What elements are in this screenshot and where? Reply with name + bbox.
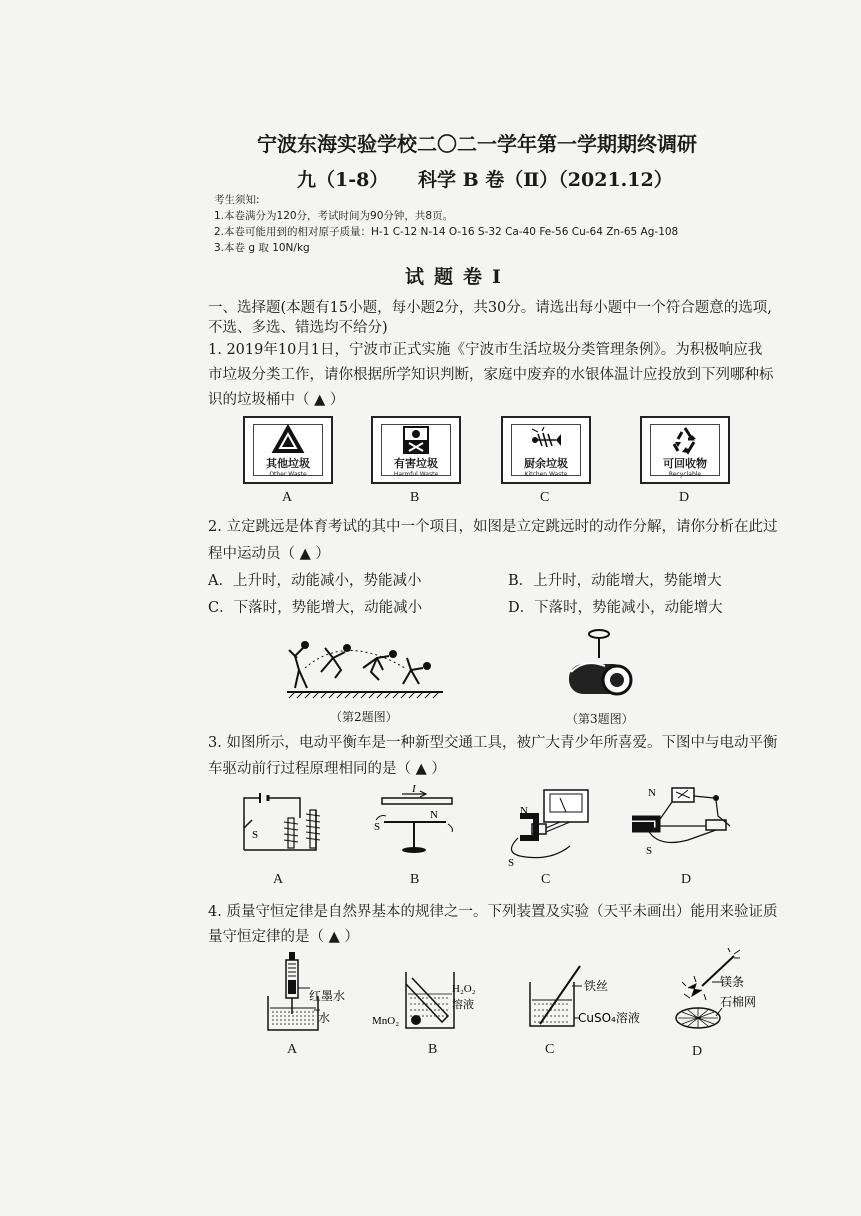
part-one-line: 一、选择题(本题有15小题，每小题2分，共30分。请选出每小题中一个符合题意的选项,: [208, 300, 772, 316]
option-letter: C: [545, 1042, 555, 1057]
option-letter: D: [692, 1044, 703, 1059]
fishbone-icon: [530, 426, 562, 454]
label-red-ink: 红墨水: [309, 989, 346, 1003]
option-letter: A: [273, 872, 284, 887]
option-letter: D: [679, 490, 690, 505]
exam-title: 宁波东海实验学校二〇二一学年第一学期期终调研: [257, 132, 697, 156]
bin-label: 其他垃圾: [266, 457, 310, 470]
pole-label-n: N: [648, 787, 656, 799]
label-cuso4: CuSO₄溶液: [578, 1011, 640, 1025]
label-water: 水: [318, 1011, 331, 1025]
q1-stem: 识的垃圾桶中（ ▲ ）: [208, 392, 345, 408]
q2-option-c: C．下落时，势能增大，动能减小: [208, 600, 423, 616]
label-solution: 溶液: [452, 998, 474, 1011]
label-iron-wire: 铁丝: [584, 979, 609, 993]
q1-stem: 1. 2019年10月1日，宁波市正式实施《宁波市生活垃圾分类管理条例》。为积极响应我: [208, 342, 763, 358]
option-letter: C: [541, 872, 551, 887]
section-title: 试题卷Ⅰ: [405, 266, 511, 288]
q3-figure-a: [240, 790, 330, 860]
bin-recyclable: [640, 416, 730, 484]
pole-label-s: S: [646, 845, 653, 857]
bin-en-label: Other Waste: [269, 471, 307, 478]
pole-label-n: N: [430, 809, 438, 821]
fig2-caption: （第2题图）: [330, 710, 398, 724]
recycle-icon: [670, 425, 700, 455]
paper-label: 科学 B 卷（Ⅱ）（2021.12）: [418, 169, 673, 191]
label-asbestos: 石棉网: [720, 995, 757, 1009]
option-letter: A: [282, 490, 293, 505]
triangle-arrows-icon: [273, 426, 303, 454]
hazard-icon: [403, 426, 429, 454]
q3-figure-b: [372, 783, 462, 862]
q2-stem: 程中运动员（ ▲ ）: [208, 546, 330, 562]
bin-label: 有害垃圾: [394, 457, 438, 470]
bin-kitchen-waste: [501, 416, 591, 484]
q4-figure-a: [262, 950, 362, 1040]
note-item: 2.本卷可能用到的相对原子质量：H-1 C-12 N-14 O-16 S-32 Ca-40 Fe-56 Cu-64 Zn-65 Ag-108: [214, 226, 679, 238]
label-mno2: MnO₂: [372, 1015, 400, 1027]
q4-figure-c: [520, 966, 680, 1036]
balance-car-figure: [565, 628, 635, 700]
bin-label: 厨余垃圾: [524, 457, 568, 470]
q2-option-d: D．下落时，势能减小，动能增大: [508, 600, 723, 616]
bin-harmful-waste: [371, 416, 461, 484]
label-mg-ribbon: 镁条: [720, 975, 745, 989]
grade-label: 九（1-8）: [297, 169, 389, 191]
q4-figure-b: [372, 968, 492, 1036]
q4-stem: 4. 质量守恒定律是自然界基本的规律之一。下列装置及实验（天平未画出）能用来验证质: [208, 904, 778, 920]
q3-figure-d: [618, 782, 738, 868]
q2-stem: 2. 立定跳远是体育考试的其中一个项目，如图是立定跳远时的动作分解，请你分析在此过: [208, 519, 778, 535]
q3-stem: 3. 如图所示，电动平衡车是一种新型交通工具，被广大青少年所喜爱。下图中与电动平衡: [208, 735, 778, 751]
option-letter: B: [428, 1042, 438, 1057]
q4-stem: 量守恒定律的是（ ▲ ）: [208, 929, 359, 945]
bin-other-waste: [243, 416, 333, 484]
bin-en-label: Kitchen Waste: [524, 471, 568, 478]
bin-en-label: Recyclable: [668, 471, 702, 478]
pole-label-s: S: [508, 857, 515, 869]
current-label-i: I: [412, 783, 416, 795]
pole-label-s: S: [374, 821, 381, 833]
bin-en-label: Harmful Waste: [393, 471, 439, 478]
note-item: 1.本卷满分为120分，考试时间为90分钟，共8页。: [214, 210, 454, 222]
q1-stem: 市垃圾分类工作，请你根据所学知识判断，家庭中废弃的水银体温计应投放到下列哪种标: [208, 367, 774, 383]
q4-figure-d: [668, 948, 778, 1038]
q3-figure-c: [500, 786, 600, 868]
option-letter: A: [287, 1042, 298, 1057]
option-letter: D: [681, 872, 692, 887]
pole-label-n: N: [520, 805, 528, 817]
option-letter: B: [410, 872, 420, 887]
q2-option-a: A．上升时，动能减小，势能减小: [208, 573, 422, 589]
part-one-line: 不选、多选、错选均不给分): [208, 320, 388, 336]
option-letter: C: [540, 490, 550, 505]
switch-label-s: S: [252, 829, 259, 841]
option-letter: B: [410, 490, 420, 505]
q2-option-b: B．上升时，动能增大，势能增大: [508, 573, 722, 589]
fig3-caption: （第3题图）: [566, 712, 634, 726]
label-h2o2: H₂O₂: [452, 983, 476, 995]
notes-heading: 考生须知:: [214, 194, 260, 206]
q3-stem: 车驱动前行过程原理相同的是（ ▲ ）: [208, 761, 446, 777]
long-jump-figure: [285, 628, 445, 698]
note-item: 3.本卷 g 取 10N/kg: [214, 242, 310, 254]
bin-label: 可回收物: [663, 457, 707, 470]
